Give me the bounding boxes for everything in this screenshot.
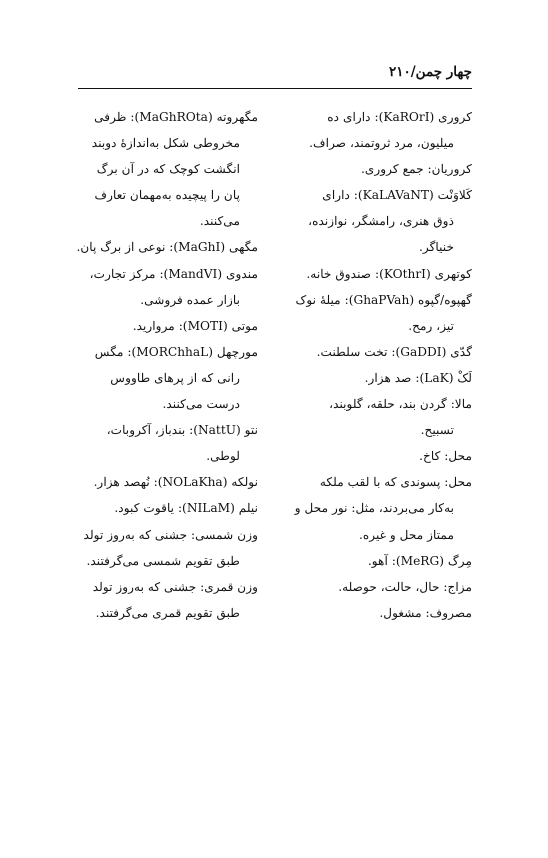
glossary-entry: وزن قمری: جشنی که به‌روز تولد [92, 579, 258, 594]
glossary-entry: کوتهری (KOthrI): صندوق خانه. [306, 266, 472, 281]
glossary-entry: مالا: گردن بند، حلقه، گلوبند، [329, 397, 472, 412]
glossary-entry: مگهی (MaGhI): نوعی از برگ پان. [76, 240, 258, 255]
glossary-entry-continuation: درست می‌کنند. [162, 397, 240, 412]
glossary-entry-continuation: تسبیح. [420, 423, 454, 438]
glossary-entry-continuation: ممتاز محل و غیره. [358, 527, 454, 542]
glossary-entry-continuation: طبق تقویم شمسی می‌گرفتند. [86, 553, 240, 568]
glossary-entry-continuation: رانی که از پرهای طاووس [110, 370, 240, 385]
glossary-entry-continuation: به‌کار می‌بردند، مثل: نور محل و [294, 501, 454, 516]
glossary-entry-continuation: لوطی. [206, 449, 240, 464]
page-title: چهار چمن/۲۱۰ [388, 64, 472, 80]
glossary-entry: کروریان: جمع کروری. [361, 162, 472, 177]
glossary-entry-continuation: بازار عمده فروشی. [140, 292, 240, 307]
glossary-entry: نتو (NattU): بندباز، آکروبات، [106, 423, 258, 438]
glossary-entry-continuation: میلیون، مرد ثروتمند، صراف. [309, 136, 454, 151]
glossary-entry-continuation: مخروطی شکل به‌اندازهٔ دوبند [91, 136, 240, 151]
glossary-entry: موتی (MOTI): مروارید. [132, 318, 258, 333]
glossary-entry-continuation: تیز، رمح. [408, 318, 454, 333]
glossary-entry: گهپوه/گپوه (GhaPVah): میلهٔ نوک [295, 292, 472, 307]
glossary-entry-continuation: انگشت کوچک که در آن برگ [96, 162, 240, 177]
glossary-entry-continuation: ذوق هنری، رامشگر، نوازنده، [308, 214, 454, 229]
glossary-entry: نولکه (NOLaKha): نُهصد هزار. [93, 475, 258, 490]
glossary-entry-continuation: خنیاگر. [418, 240, 454, 255]
glossary-entry: کروری (KaROrI): دارای ده [327, 110, 472, 124]
glossary-entry-continuation: طبق تقویم قمری می‌گرفتند. [95, 605, 240, 620]
glossary-entry: مورچهل (MORChhaL): مگس [94, 344, 258, 359]
glossary-entry: لَکْ (LaK): صد هزار. [364, 370, 472, 385]
glossary-entry: وزن شمسی: جشنی که به‌روز تولد [83, 527, 258, 542]
running-header [78, 64, 472, 80]
glossary-entry-continuation: پان را پیچیده به‌مهمان تعارف [94, 188, 240, 203]
glossary-entry-continuation: می‌کنند. [199, 214, 240, 229]
glossary-entry: کَلاوَنْت (KaLAVaNT): دارای [322, 188, 472, 203]
glossary-entry: مِرگ (MeRG): آهو. [367, 553, 472, 568]
glossary-entry: محل: کاخ. [419, 449, 472, 464]
header-divider [78, 88, 472, 89]
glossary-entry: مزاج: حال، حالت، حوصله. [338, 579, 472, 594]
glossary-entry: گدّی (GaDDI): تخت سلطنت. [316, 344, 472, 359]
glossary-entry: مصروف: مشغول. [379, 605, 472, 620]
glossary-column-left [58, 104, 258, 626]
glossary-entry: مگهروته (MaGhROta): ظرفی [94, 110, 258, 124]
glossary-entry: مندوی (MandVI): مرکز تجارت، [89, 266, 258, 281]
glossary-entry: محل: پسوندی که با لقب ملکه [319, 475, 472, 490]
glossary-column-right [276, 104, 472, 626]
glossary-entry: نیلم (NILaM): یاقوت کبود. [114, 501, 258, 516]
